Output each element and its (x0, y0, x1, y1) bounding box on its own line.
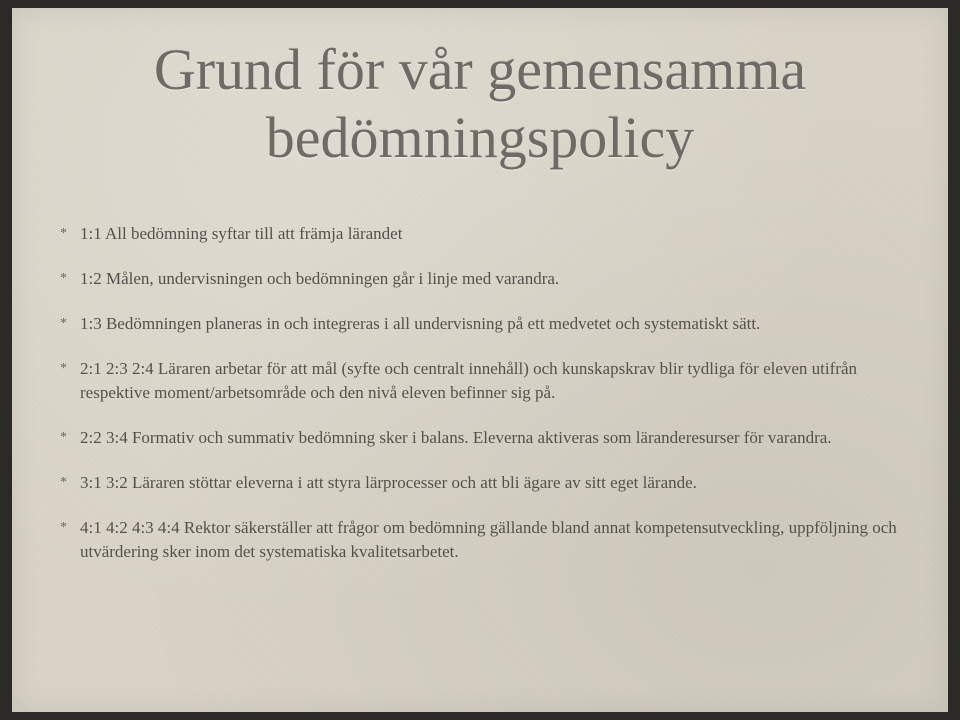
bullet-text: 2:1 2:3 2:4 Läraren arbetar för att mål (syfte och centralt innehåll) och kunskapskrav blir tydliga för eleven utifrån respektive moment/arbetsområde och den nivå eleven befinner sig på. (80, 359, 857, 402)
bullet-asterisk-icon: * (60, 475, 67, 490)
bullet-item (60, 516, 910, 564)
bullet-asterisk-icon: * (60, 520, 67, 535)
bullet-asterisk-icon: * (60, 316, 67, 331)
bullet-item (60, 222, 910, 246)
bullet-text: 1:2 Målen, undervisningen och bedömningen går i linje med varandra. (80, 269, 560, 288)
bullet-text: 3:1 3:2 Läraren stöttar eleverna i att styra lärprocesser och att bli ägare av sitt eget lärande. (80, 473, 697, 492)
bullet-text: 2:2 3:4 Formativ och summativ bedömning sker i balans. Eleverna aktiveras som läranderesurser för varandra. (80, 428, 832, 447)
bullet-item (60, 471, 910, 495)
bullet-text: 1:3 Bedömningen planeras in och integreras i all undervisning på ett medvetet och systematiskt sätt. (80, 314, 761, 333)
bullet-item (60, 312, 910, 336)
bullet-item (60, 426, 910, 450)
bullet-asterisk-icon: * (60, 361, 67, 376)
slide (12, 8, 948, 712)
bullet-asterisk-icon: * (60, 271, 67, 286)
bullet-list (60, 222, 910, 564)
bullet-asterisk-icon: * (60, 430, 67, 445)
bullet-item (60, 267, 910, 291)
bullet-text: 4:1 4:2 4:3 4:4 Rektor säkerställer att frågor om bedömning gällande bland annat kompetensutveckling, uppföljning och utvärdering sker inom det systematiska kvalitetsarbetet. (80, 518, 897, 561)
bullet-item (60, 357, 910, 405)
bullet-asterisk-icon: * (60, 226, 67, 241)
slide-title: Grund för vår gemensamma bedömningspolicy (153, 37, 807, 170)
bullet-text: 1:1 All bedömning syftar till att främja lärandet (80, 224, 403, 243)
